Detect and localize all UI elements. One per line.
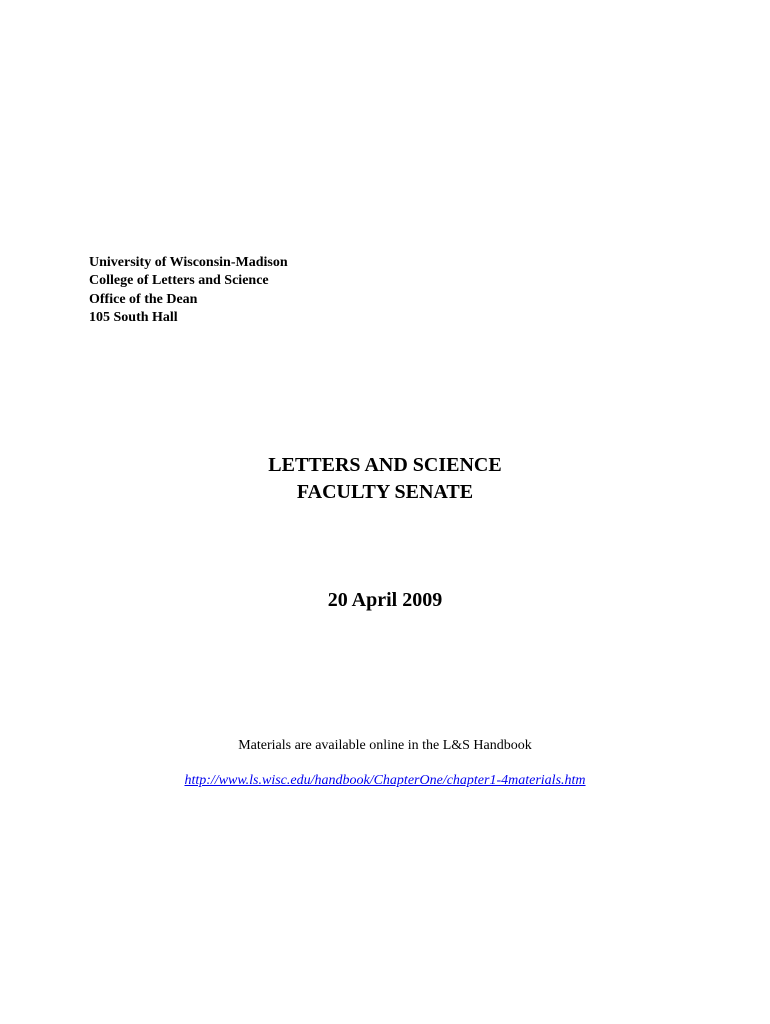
- title-line-2: FACULTY SENATE: [296, 481, 474, 503]
- address-office: Office of the Dean: [89, 291, 198, 307]
- address-college: College of Letters and Science: [89, 273, 269, 289]
- address-block: [89, 254, 489, 327]
- document-title: [0, 452, 770, 506]
- address-university: University of Wisconsin-Madison: [89, 255, 288, 270]
- address-building: 105 South Hall: [89, 309, 178, 325]
- title-line-1: LETTERS AND SCIENCE: [268, 454, 502, 476]
- materials-note: Materials are available online in the L&S Handbook: [238, 738, 532, 753]
- handbook-link-container: [0, 772, 770, 790]
- handbook-link[interactable]: http://www.ls.wisc.edu/handbook/ChapterOne/chapter1-4materials.htm: [184, 773, 586, 788]
- document-date: 20 April 2009: [327, 589, 443, 611]
